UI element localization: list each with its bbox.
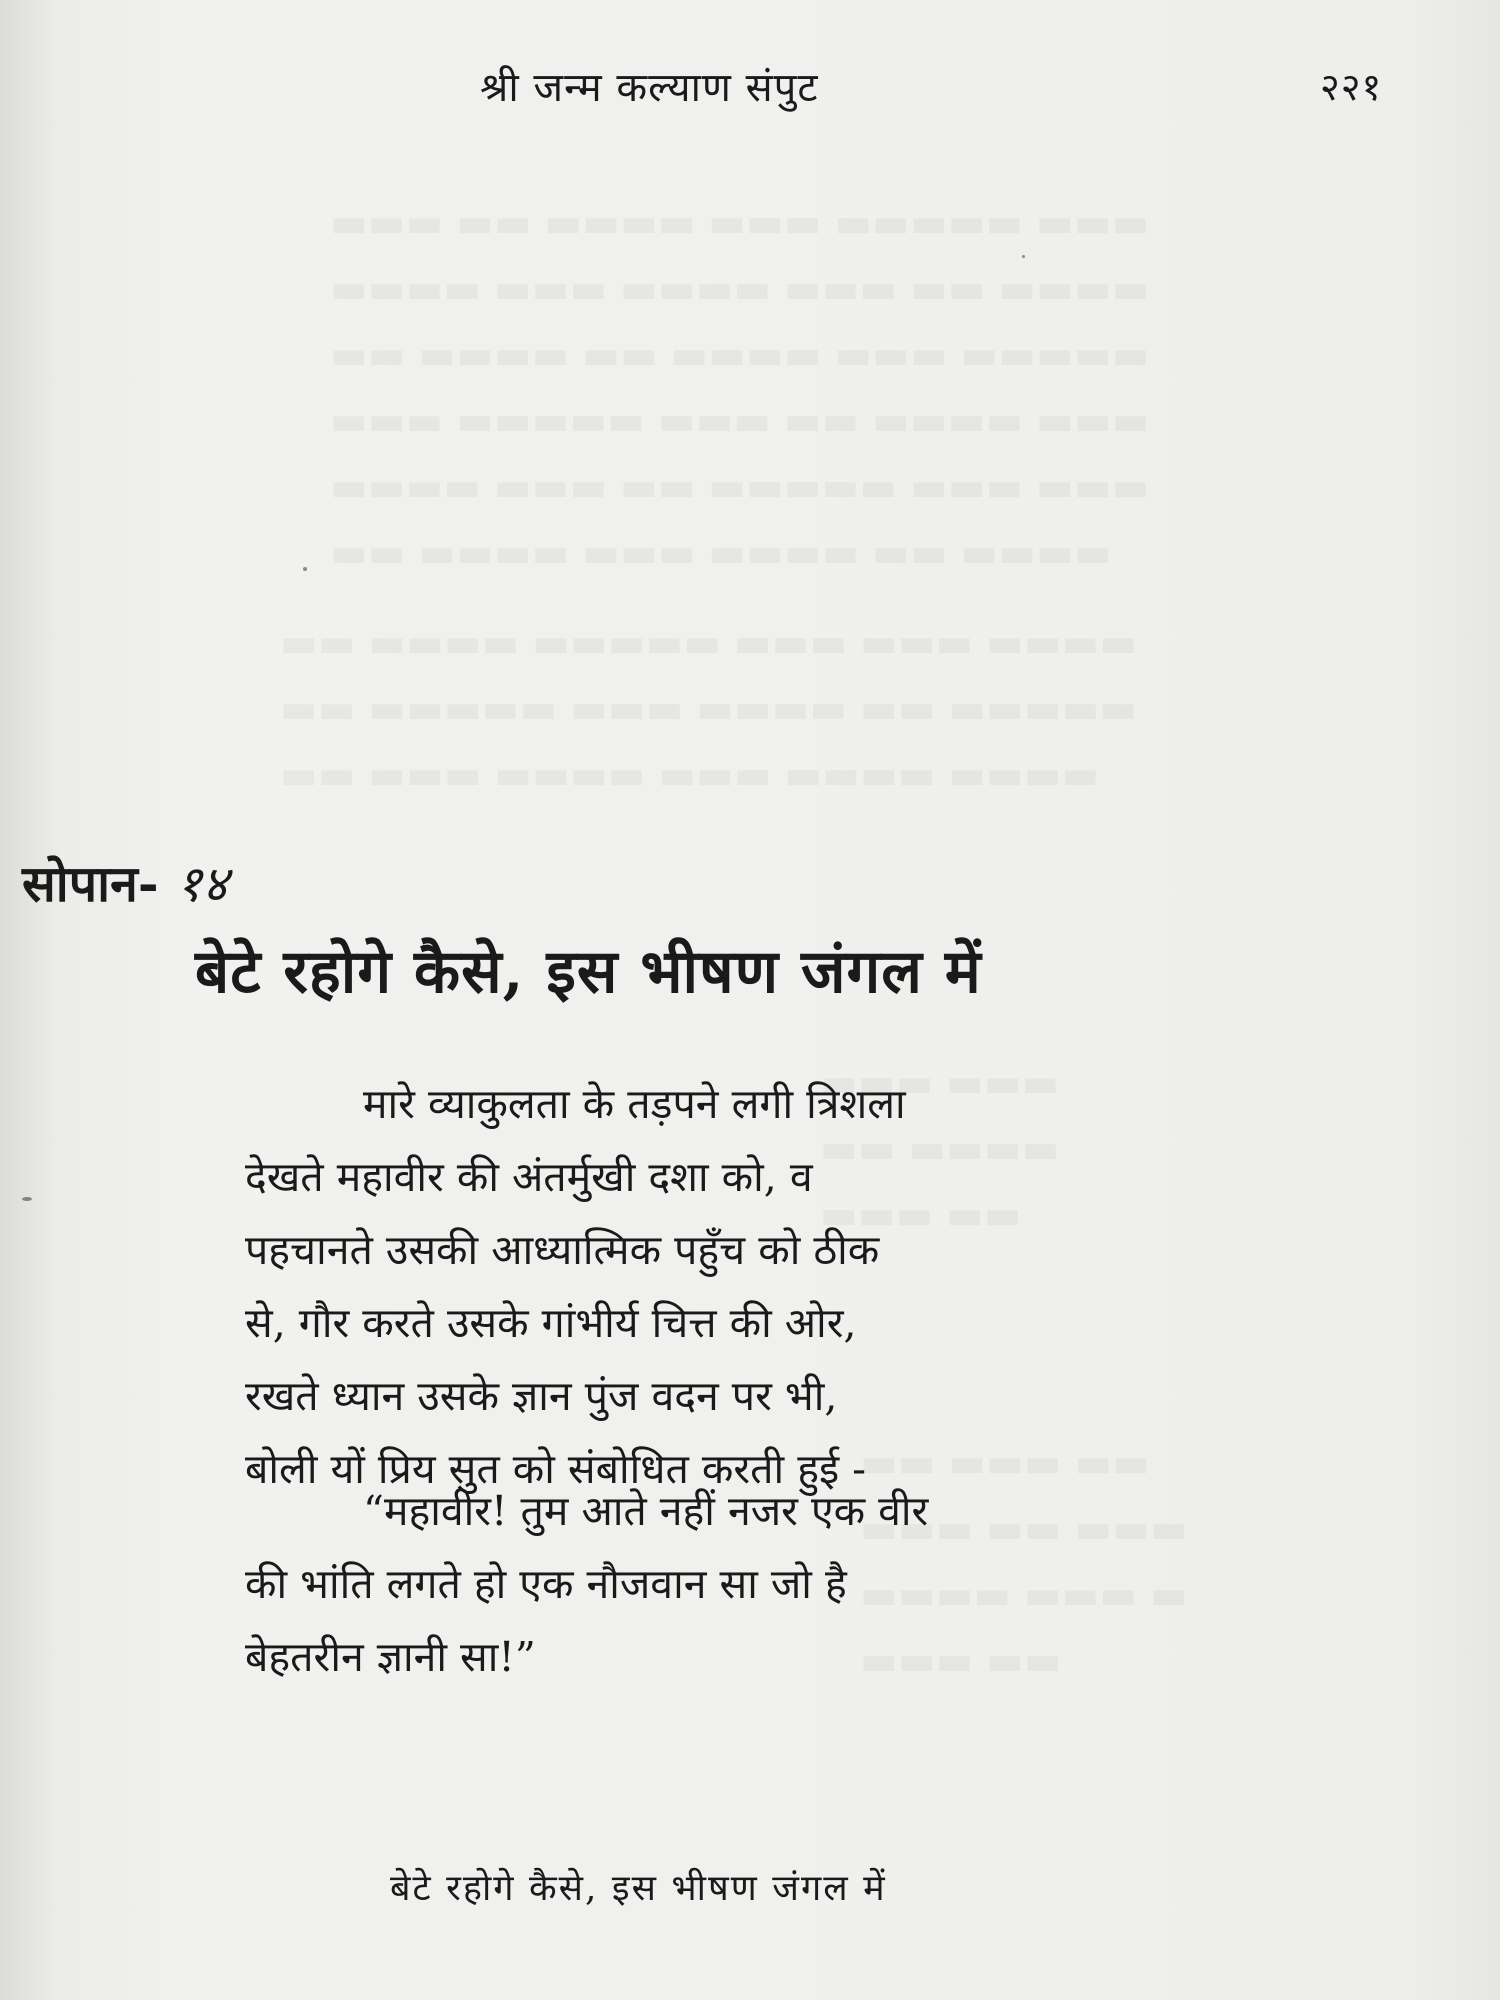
paper-speck bbox=[1022, 255, 1025, 258]
running-title: श्री जन्म कल्याण संपुट bbox=[480, 65, 819, 111]
stanza-1 bbox=[245, 1068, 1245, 1506]
paper-speck bbox=[303, 567, 307, 571]
chapter-label bbox=[22, 848, 228, 916]
verse-line: से, गौर करते उसके गांभीर्य चित्त की ओर, bbox=[245, 1299, 857, 1347]
verse-line: मारे व्याकुलता के तड़पने लगी त्रिशला bbox=[363, 1080, 906, 1128]
paper-speck bbox=[22, 1197, 32, 1201]
verse-line: की भांति लगते हो एक नौजवान सा जो है bbox=[245, 1560, 847, 1608]
verse-line: बोली यों प्रिय सुत को संबोधित करती हुई - bbox=[245, 1445, 866, 1493]
show-through-texture bbox=[330, 190, 1149, 586]
chapter-label-text: सोपान- bbox=[22, 854, 159, 913]
running-footer: बेटे रहोगे कैसे, इस भीषण जंगल में bbox=[390, 1868, 887, 1909]
verse-line: रखते ध्यान उसके ज्ञान पुंज वदन पर भी, bbox=[245, 1372, 838, 1420]
verse-line: पहचानते उसकी आध्यात्मिक पहुँच को ठीक bbox=[245, 1226, 880, 1274]
stanza-2 bbox=[245, 1475, 1245, 1694]
show-through-texture bbox=[280, 610, 1137, 808]
verse-line: देखते महावीर की अंतर्मुखी दशा को, व bbox=[245, 1153, 813, 1201]
verse-line: बेहतरीन ज्ञानी सा!” bbox=[245, 1633, 536, 1681]
chapter-number: १४ bbox=[176, 855, 229, 913]
verse-line: “महावीर! तुम आते नहीं नजर एक वीर bbox=[363, 1487, 929, 1535]
chapter-title: बेटे रहोगे कैसे, इस भीषण जंगल में bbox=[195, 937, 982, 1007]
page-number: २२१ bbox=[1320, 65, 1383, 109]
